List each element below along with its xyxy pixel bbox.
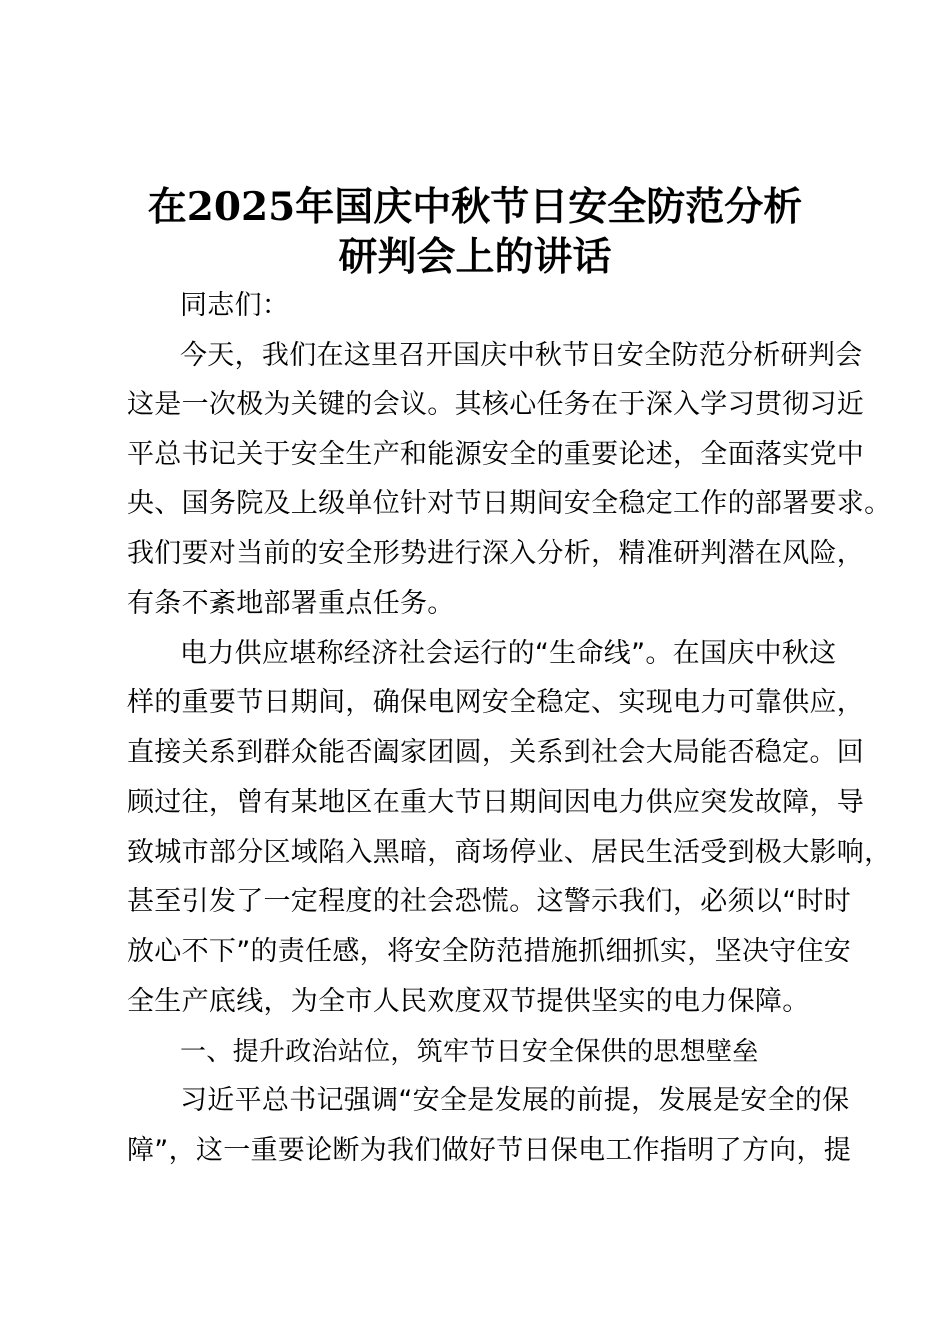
paragraph-2-line: 直接关系到群众能否阖家团圆，关系到社会大局能否稳定。回 xyxy=(127,737,865,768)
paragraph-1-line: 我们要对当前的安全形势进行深入分析，精准研判潜在风险， xyxy=(127,538,865,569)
paragraph-3-line: 障”，这一重要论断为我们做好节日保电工作指明了方向，提 xyxy=(127,1135,852,1166)
paragraph-2-line: 样的重要节日期间，确保电网安全稳定、实现电力可靠供应， xyxy=(127,687,865,718)
paragraph-3-line: 习近平总书记强调“安全是发展的前提，发展是安全的保 xyxy=(180,1085,850,1116)
paragraph-1-line: 央、国务院及上级单位针对节日期间安全稳定工作的部署要求。 xyxy=(127,488,892,519)
paragraph-1-line: 今天，我们在这里召开国庆中秋节日安全防范分析研判会 xyxy=(180,340,863,371)
section-heading-1: 一、提升政治站位，筑牢节日安全保供的思想壁垒 xyxy=(180,1037,759,1067)
document-title-line-2: 研判会上的讲话 xyxy=(338,234,612,280)
paragraph-2-line: 放心不下”的责任感，将安全防范措施抓细抓实，坚决守住安 xyxy=(127,936,852,967)
paragraph-1-line: 这是一次极为关键的会议。其核心任务在于深入学习贯彻习近 xyxy=(127,389,865,420)
paragraph-2-line: 电力供应堪称经济社会运行的“生命线”。在国庆中秋这 xyxy=(180,638,837,669)
paragraph-2-line: 全生产底线，为全市人民欢度双节提供坚实的电力保障。 xyxy=(127,986,810,1017)
paragraph-1-line: 有条不紊地部署重点任务。 xyxy=(127,588,455,619)
paragraph-2-line: 甚至引发了一定程度的社会恐慌。这警示我们，必须以“时时 xyxy=(127,886,852,917)
document-title-line-1: 在2025年国庆中秋节日安全防范分析 xyxy=(147,184,803,230)
greeting: 同志们： xyxy=(180,290,290,321)
paragraph-2-line: 致城市部分区域陷入黑暗，商场停业、居民生活受到极大影响， xyxy=(127,837,892,868)
paragraph-2-line: 顾过往，曾有某地区在重大节日期间因电力供应突发故障，导 xyxy=(127,787,865,818)
paragraph-1-line: 平总书记关于安全生产和能源安全的重要论述，全面落实党中 xyxy=(127,439,865,470)
